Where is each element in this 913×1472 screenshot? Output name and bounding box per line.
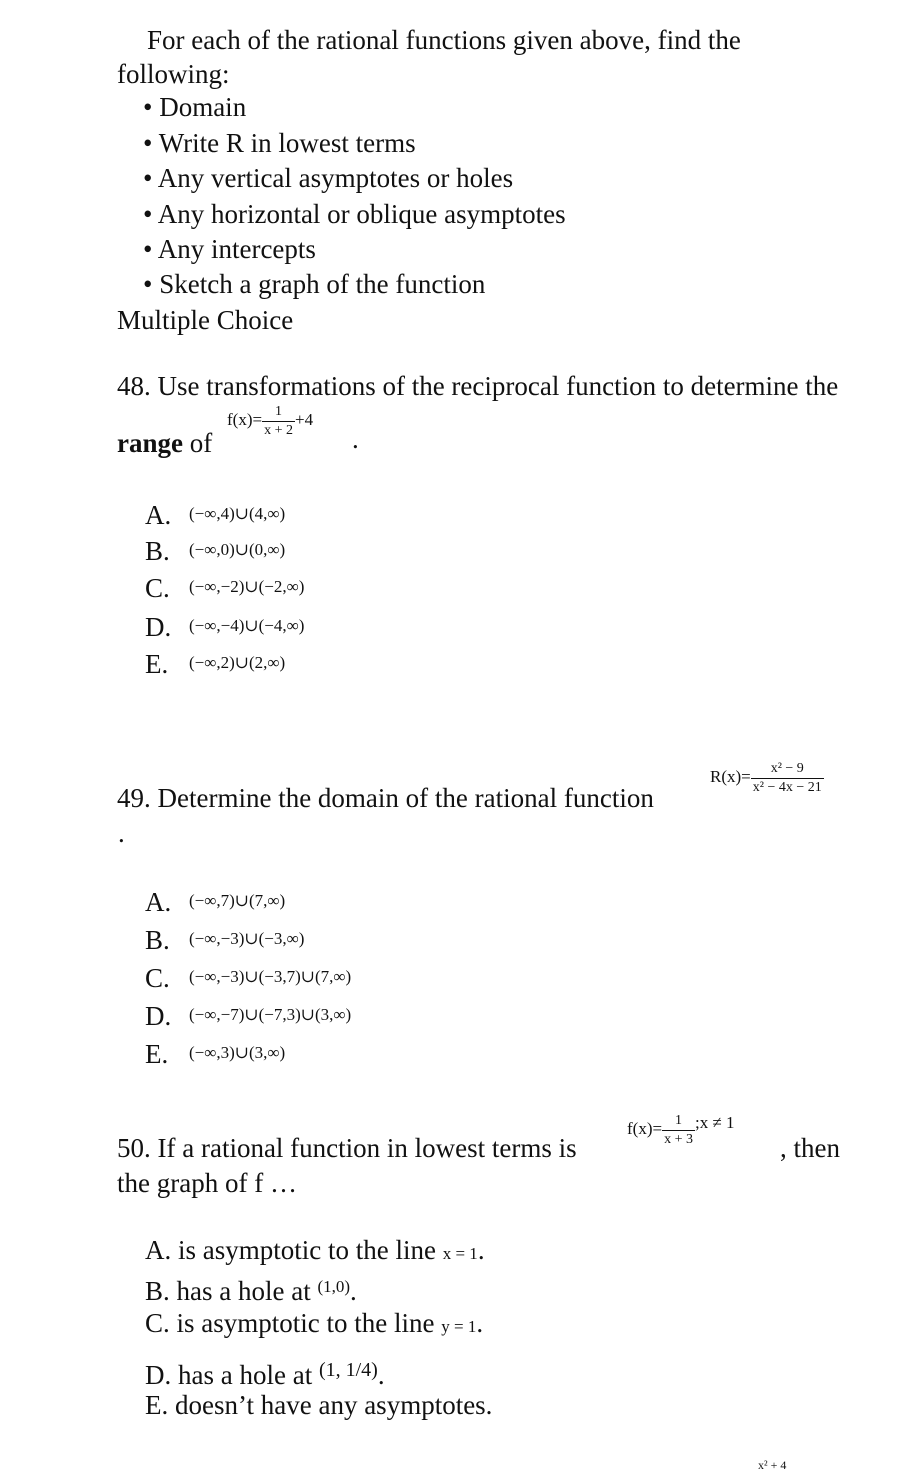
q48-option-b: B. (−∞,0)∪(0,∞) (145, 536, 286, 566)
q49-stem: 49. Determine the domain of the rational function (117, 783, 654, 813)
q48-stem-line-1: 48. Use transformations of the reciprocal function to determine the (117, 371, 839, 401)
bullet-item: • Write R in lowest terms (143, 128, 416, 158)
q48-period: . (352, 424, 359, 454)
intro-line-1: For each of the rational functions given above, find the (147, 25, 741, 55)
q49-period: . (118, 818, 125, 848)
q50-option-d: D. has a hole at $^{(1, 1/4)}$. (145, 1359, 385, 1390)
bullet-item: • Any intercepts (143, 234, 316, 264)
q50-stem-line-2: the graph of f … (117, 1168, 297, 1198)
q49-option-e: E. (−∞,3)∪(3,∞) (145, 1039, 286, 1069)
bullet-item: • Any horizontal or oblique asymptotes (143, 199, 566, 229)
q48-option-c: C. (−∞,−2)∪(−2,∞) (145, 573, 305, 603)
q48-option-d: D. (−∞,−4)∪(−4,∞) (145, 612, 305, 642)
q50-option-c: C. is asymptotic to the line y = 1. (145, 1308, 484, 1338)
q49-option-d: D. (−∞,−7)∪(−7,3)∪(3,∞) (145, 1001, 352, 1031)
q50-function: f(x)= $\frac{1}{x + 3}$ ;x ≠ 1 (627, 1112, 735, 1147)
q49-option-b: B. (−∞,−3)∪(−3,∞) (145, 925, 305, 955)
section-heading: Multiple Choice (117, 305, 294, 335)
q49-option-c: C. (−∞,−3)∪(−3,7)∪(7,∞) (145, 963, 352, 993)
cutoff-fragment: x² + 4 (758, 1458, 787, 1472)
bullet-item: • Domain (143, 92, 247, 122)
q50-option-e: E. doesn’t have any asymptotes. (145, 1390, 493, 1420)
intro-line-2: following: (117, 59, 230, 89)
bullet-item: • Sketch a graph of the function (143, 269, 486, 299)
q48-stem-line-2: range of (117, 428, 213, 458)
q50-stem-line-1: 50. If a rational function in lowest terms is (117, 1133, 577, 1163)
q50-stem-end: , then (780, 1133, 840, 1163)
q48-function: f(x)= $\frac{1}{x + 2}$ +4 (227, 404, 314, 438)
q49-option-a: A. (−∞,7)∪(7,∞) (145, 887, 286, 917)
q48-option-e: E. (−∞,2)∪(2,∞) (145, 649, 286, 679)
q49-function: R(x)= $\frac{\text{x² − 9}}{\text{x² − 4x − 21}}$ (710, 761, 822, 795)
q48-option-a: A. (−∞,4)∪(4,∞) (145, 500, 286, 530)
q50-option-a: A. is asymptotic to the line x = 1. (145, 1235, 485, 1265)
q50-option-b: B. has a hole at $^{(1,0)}$. (145, 1276, 357, 1306)
bullet-item: • Any vertical asymptotes or holes (143, 163, 514, 193)
